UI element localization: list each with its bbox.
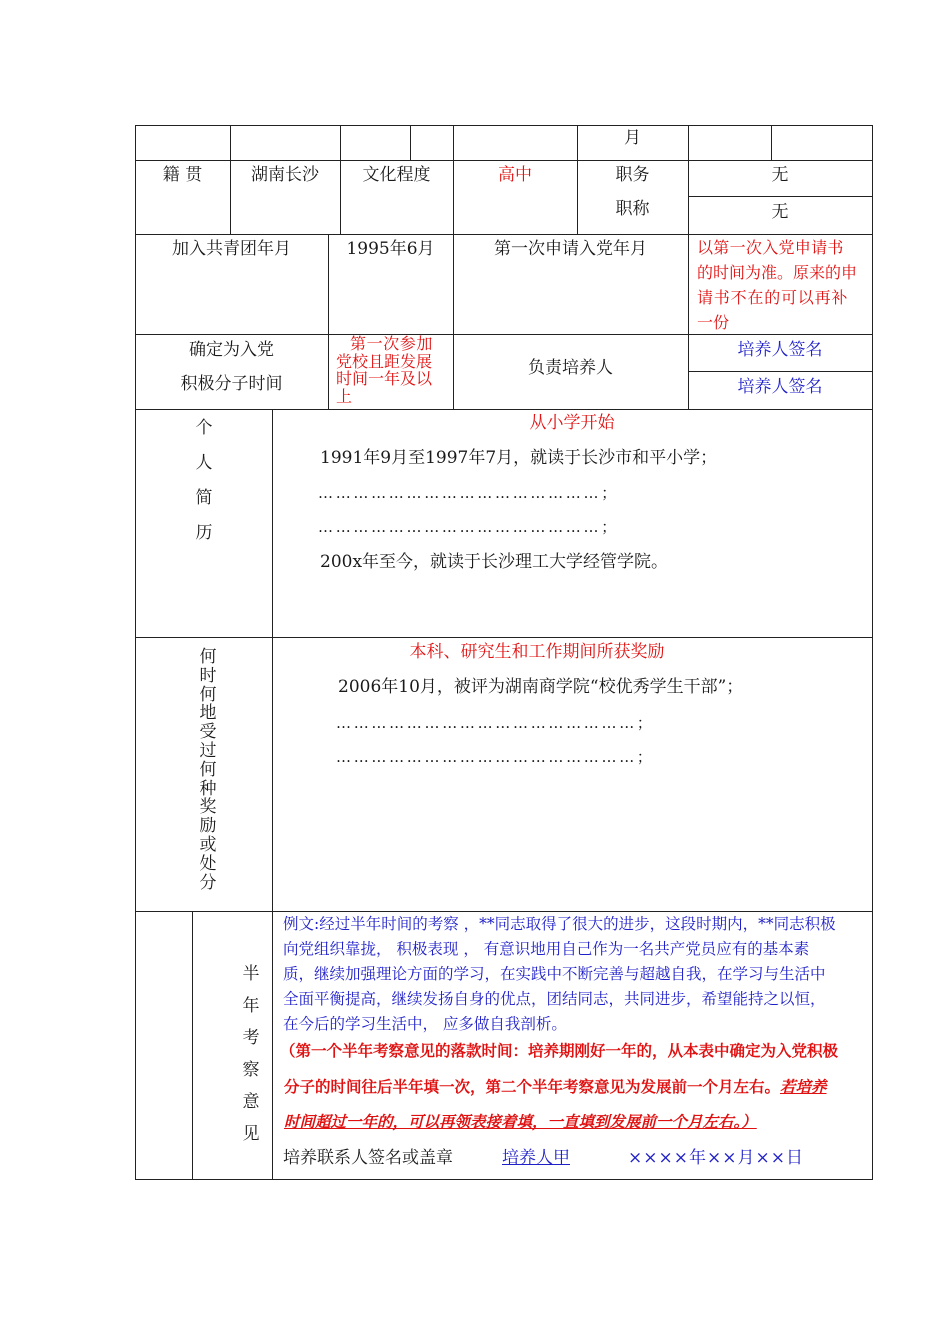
awards-line-1: 2006年10月，被评为湖南商学院“校优秀学生干部”；	[338, 677, 744, 697]
awards-label: 何时何地受过何种奖励或处分	[199, 647, 217, 893]
col-divider	[272, 409, 273, 1180]
education-label: 文化程度	[362, 165, 431, 185]
note-line: 党校且距发展	[336, 351, 433, 371]
sign-date[interactable]: ××××年××月××日	[628, 1148, 804, 1168]
resume-line-1: 1991年9月至1997年7月，就读于长沙市和平小学；	[320, 448, 718, 468]
note-line: 请书不在的可以再补	[697, 288, 849, 307]
note-line: 的时间为准。原来的申	[697, 263, 858, 282]
activist-time-label-line1: 确定为入党	[189, 340, 274, 360]
note-line: 以第一次入党申请书	[697, 238, 844, 257]
row-divider	[688, 196, 873, 197]
table-border-right	[872, 125, 873, 1180]
review-note-line-2-tail: 若培养	[780, 1077, 827, 1096]
table-border-top	[135, 125, 873, 126]
duty-label: 职务	[615, 165, 650, 185]
example-line: 在今后的学习生活中， 应多做自我剖析。	[283, 1015, 567, 1033]
col-divider	[340, 125, 341, 160]
first-apply-note	[697, 235, 869, 335]
note-line: 一份	[697, 313, 730, 332]
awards-line-2: ……………………………………………；	[336, 714, 655, 732]
sign-value[interactable]: 培养人甲	[502, 1148, 570, 1168]
review-note-line-2-text: 分子的时间往后半年填一次，第二个半年考察意见为发展前一个月左右。	[284, 1077, 781, 1096]
review-label: 半年考察意见	[242, 964, 260, 1144]
row-divider	[688, 371, 873, 372]
education-value: 高中	[498, 165, 532, 185]
col-divider	[410, 125, 411, 160]
awards-hint: 本科、研究生和工作期间所获奖励	[409, 642, 665, 662]
row-divider	[135, 409, 873, 410]
trainer-signature-2[interactable]: 培养人签名	[737, 377, 823, 397]
col-divider	[192, 911, 193, 1180]
activist-time-label-line2: 积极分子时间	[180, 374, 283, 394]
activist-time-note	[336, 335, 451, 405]
review-note-line-1: （第一个半年考察意见的落款时间：培养期刚好一年的，从本表中确定为入党积极	[280, 1041, 839, 1060]
col-divider	[771, 125, 772, 160]
review-note-line-3: 时间超过一年的，可以再领表接着填，一直填到发展前一个月左右。）	[284, 1112, 757, 1131]
review-note-line-2	[284, 1073, 827, 1101]
example-line: 全面平衡提高，继续发扬自身的优点，团结同志，共同进步，希望能持之以恒，	[283, 990, 826, 1008]
resume-line-3: …………………………………………；	[318, 518, 619, 536]
native-place-label: 籍 贯	[162, 165, 203, 185]
resume-hint: 从小学开始	[529, 413, 615, 433]
note-line: 时间一年及以	[336, 369, 433, 388]
title-value: 无	[771, 202, 789, 222]
row-divider	[135, 637, 873, 638]
example-line: 向党组织靠拢， 积极表现 ， 有意识地用自己作为一名共产党员应有的基本素	[283, 940, 810, 958]
example-line: 例文:经过半年时间的考察 ，**同志取得了很大的进步，这段时期内，**同志积极	[283, 915, 836, 933]
resume-line-2: …………………………………………；	[318, 484, 619, 502]
row-divider	[135, 160, 873, 161]
awards-line-3: ……………………………………………；	[336, 748, 655, 766]
trainer-signature-1[interactable]: 培养人签名	[737, 340, 823, 360]
league-join-value: 1995年6月	[346, 239, 435, 259]
league-join-label: 加入共青团年月	[172, 239, 291, 259]
sign-label: 培养联系人签名或盖章	[283, 1148, 453, 1168]
col-divider	[328, 234, 329, 409]
table-border-bottom	[135, 1179, 873, 1180]
note-line: 第一次参加	[350, 334, 434, 353]
note-line: 上	[336, 386, 353, 406]
first-apply-label: 第一次申请入党年月	[494, 239, 647, 259]
native-place-value: 湖南长沙	[251, 165, 319, 185]
table-border-left	[135, 125, 136, 1180]
trainer-label: 负责培养人	[528, 358, 613, 378]
duty-value: 无	[771, 165, 789, 185]
resume-line-4: 200x年至今，就读于长沙理工大学经管学院。	[320, 552, 669, 572]
month-label: 月	[624, 128, 641, 148]
example-line: 质，继续加强理论方面的学习，在实践中不断完善与超越自我，在学习与生活中	[283, 965, 826, 983]
title-label: 职称	[615, 199, 650, 219]
resume-label: 个人简历	[195, 418, 213, 543]
